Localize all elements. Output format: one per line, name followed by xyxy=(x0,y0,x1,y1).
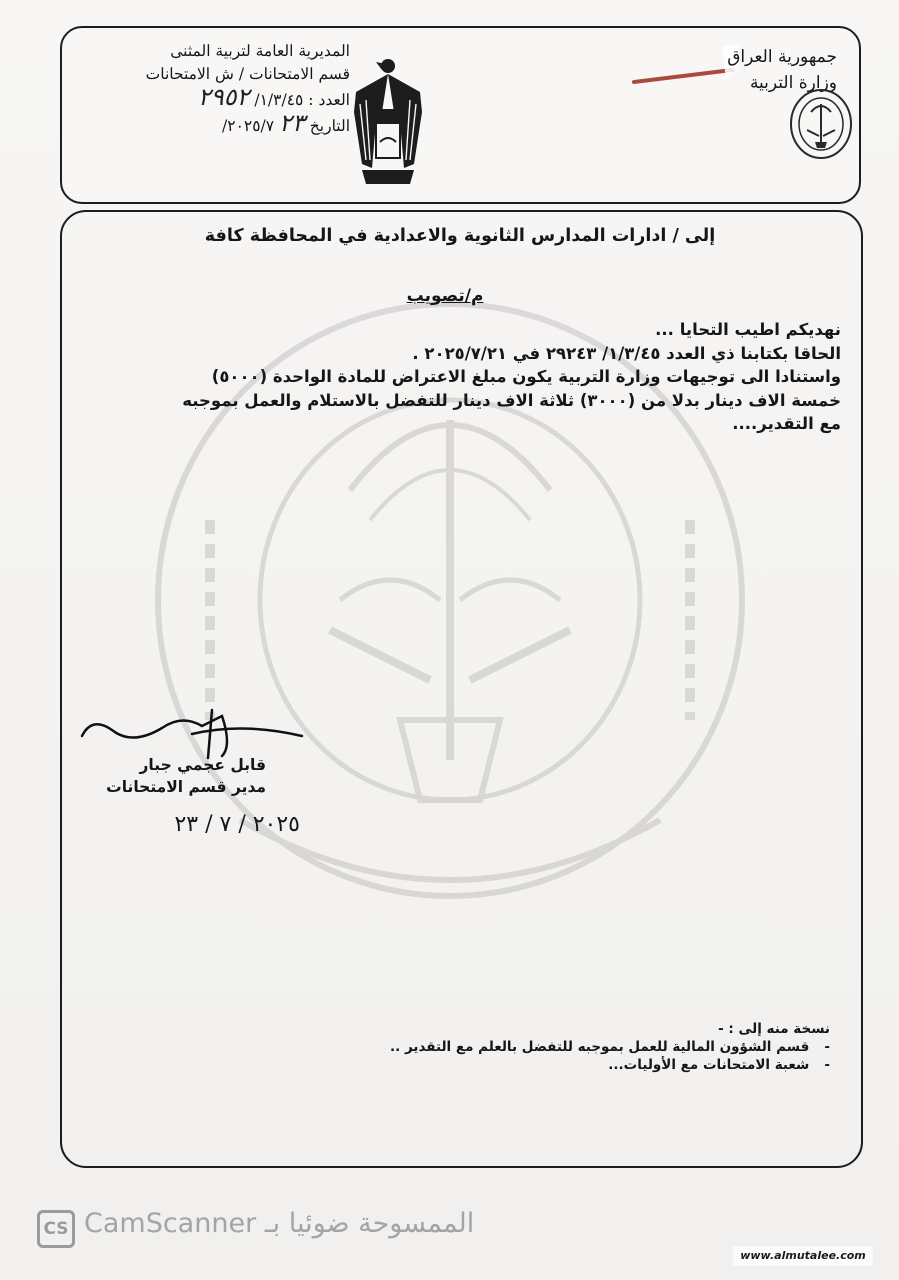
reference-date xyxy=(100,109,350,138)
signature-date: ٢٠٢٥ / ٧ / ٢٣ xyxy=(174,812,300,837)
camscanner-logo-icon: CS xyxy=(37,1210,75,1248)
eagle-emblem-icon xyxy=(352,52,424,192)
date-label: التاريخ xyxy=(309,117,350,135)
letter-recipient: إلى / ادارات المدارس الثانوية والاعدادية في المحافظة كافة xyxy=(204,226,716,246)
copy-dash: - xyxy=(824,1039,830,1055)
copy-item xyxy=(360,1038,830,1056)
greeting-line: نهديكم اطيب التحايا ... xyxy=(655,320,841,339)
letterhead-box xyxy=(60,26,861,204)
signatory-name: قابل عجمي جبار xyxy=(139,756,266,774)
letter-subject: م/تصويب xyxy=(406,286,484,306)
closing-line: مع التقدير.... xyxy=(732,414,841,433)
body-line: خمسة الاف دينار بدلا من (٣٠٠٠) ثلاثة الاف دينار للتفضل بالاستلام والعمل بموجبه xyxy=(182,390,841,410)
department-name: قسم الامتحانات / ش الامتحانات xyxy=(145,65,350,83)
body-line: واستنادا الى توجيهات وزارة التربية يكون مبلغ الاعتراض للمادة الواحدة (٥٠٠٠) xyxy=(211,367,841,386)
copy-to-block xyxy=(360,1020,830,1074)
reference-number xyxy=(100,83,350,112)
date-handwritten: ٢٣ xyxy=(279,109,305,137)
ministry-name: وزارة التربية xyxy=(749,73,837,93)
reference-line: الحاقا بكتابنا ذي العدد ١/٣/٤٥/ ٢٩٢٤٣ في ٢٠٢٥/٧/٢١ . xyxy=(412,343,841,363)
country-name: جمهورية العراق xyxy=(727,47,837,67)
signature-block xyxy=(86,754,266,798)
number-label: العدد : xyxy=(308,91,350,109)
website-watermark: www.almutalee.com xyxy=(733,1246,873,1266)
copy-dash: - xyxy=(824,1057,830,1073)
copy-item-text: قسم الشؤون المالية للعمل بموجبه للتفضل بالعلم مع التقدير .. xyxy=(390,1039,810,1055)
letter-body xyxy=(86,318,841,436)
directorate-name: المديرية العامة لتربية المثنى xyxy=(170,42,350,60)
signatory-title: مدير قسم الامتحانات xyxy=(106,778,266,796)
number-value: ١/٣/٤٥/ xyxy=(254,91,304,109)
ministry-seal-icon xyxy=(789,88,853,160)
directorate-header xyxy=(100,40,350,138)
camscanner-brand: CamScanner xyxy=(84,1208,257,1239)
copy-item xyxy=(360,1056,830,1074)
camscanner-arabic: الممسوحة ضوئيا بـ xyxy=(264,1208,475,1239)
camscanner-watermark xyxy=(84,1208,474,1239)
number-handwritten: ٢٩٥٢ xyxy=(197,83,250,111)
copy-item-text: شعبة الامتحانات مع الأوليات... xyxy=(608,1057,810,1073)
date-value: ٢٠٢٥/٧/ xyxy=(222,117,275,135)
copy-heading: نسخة منه إلى : - xyxy=(718,1021,830,1037)
